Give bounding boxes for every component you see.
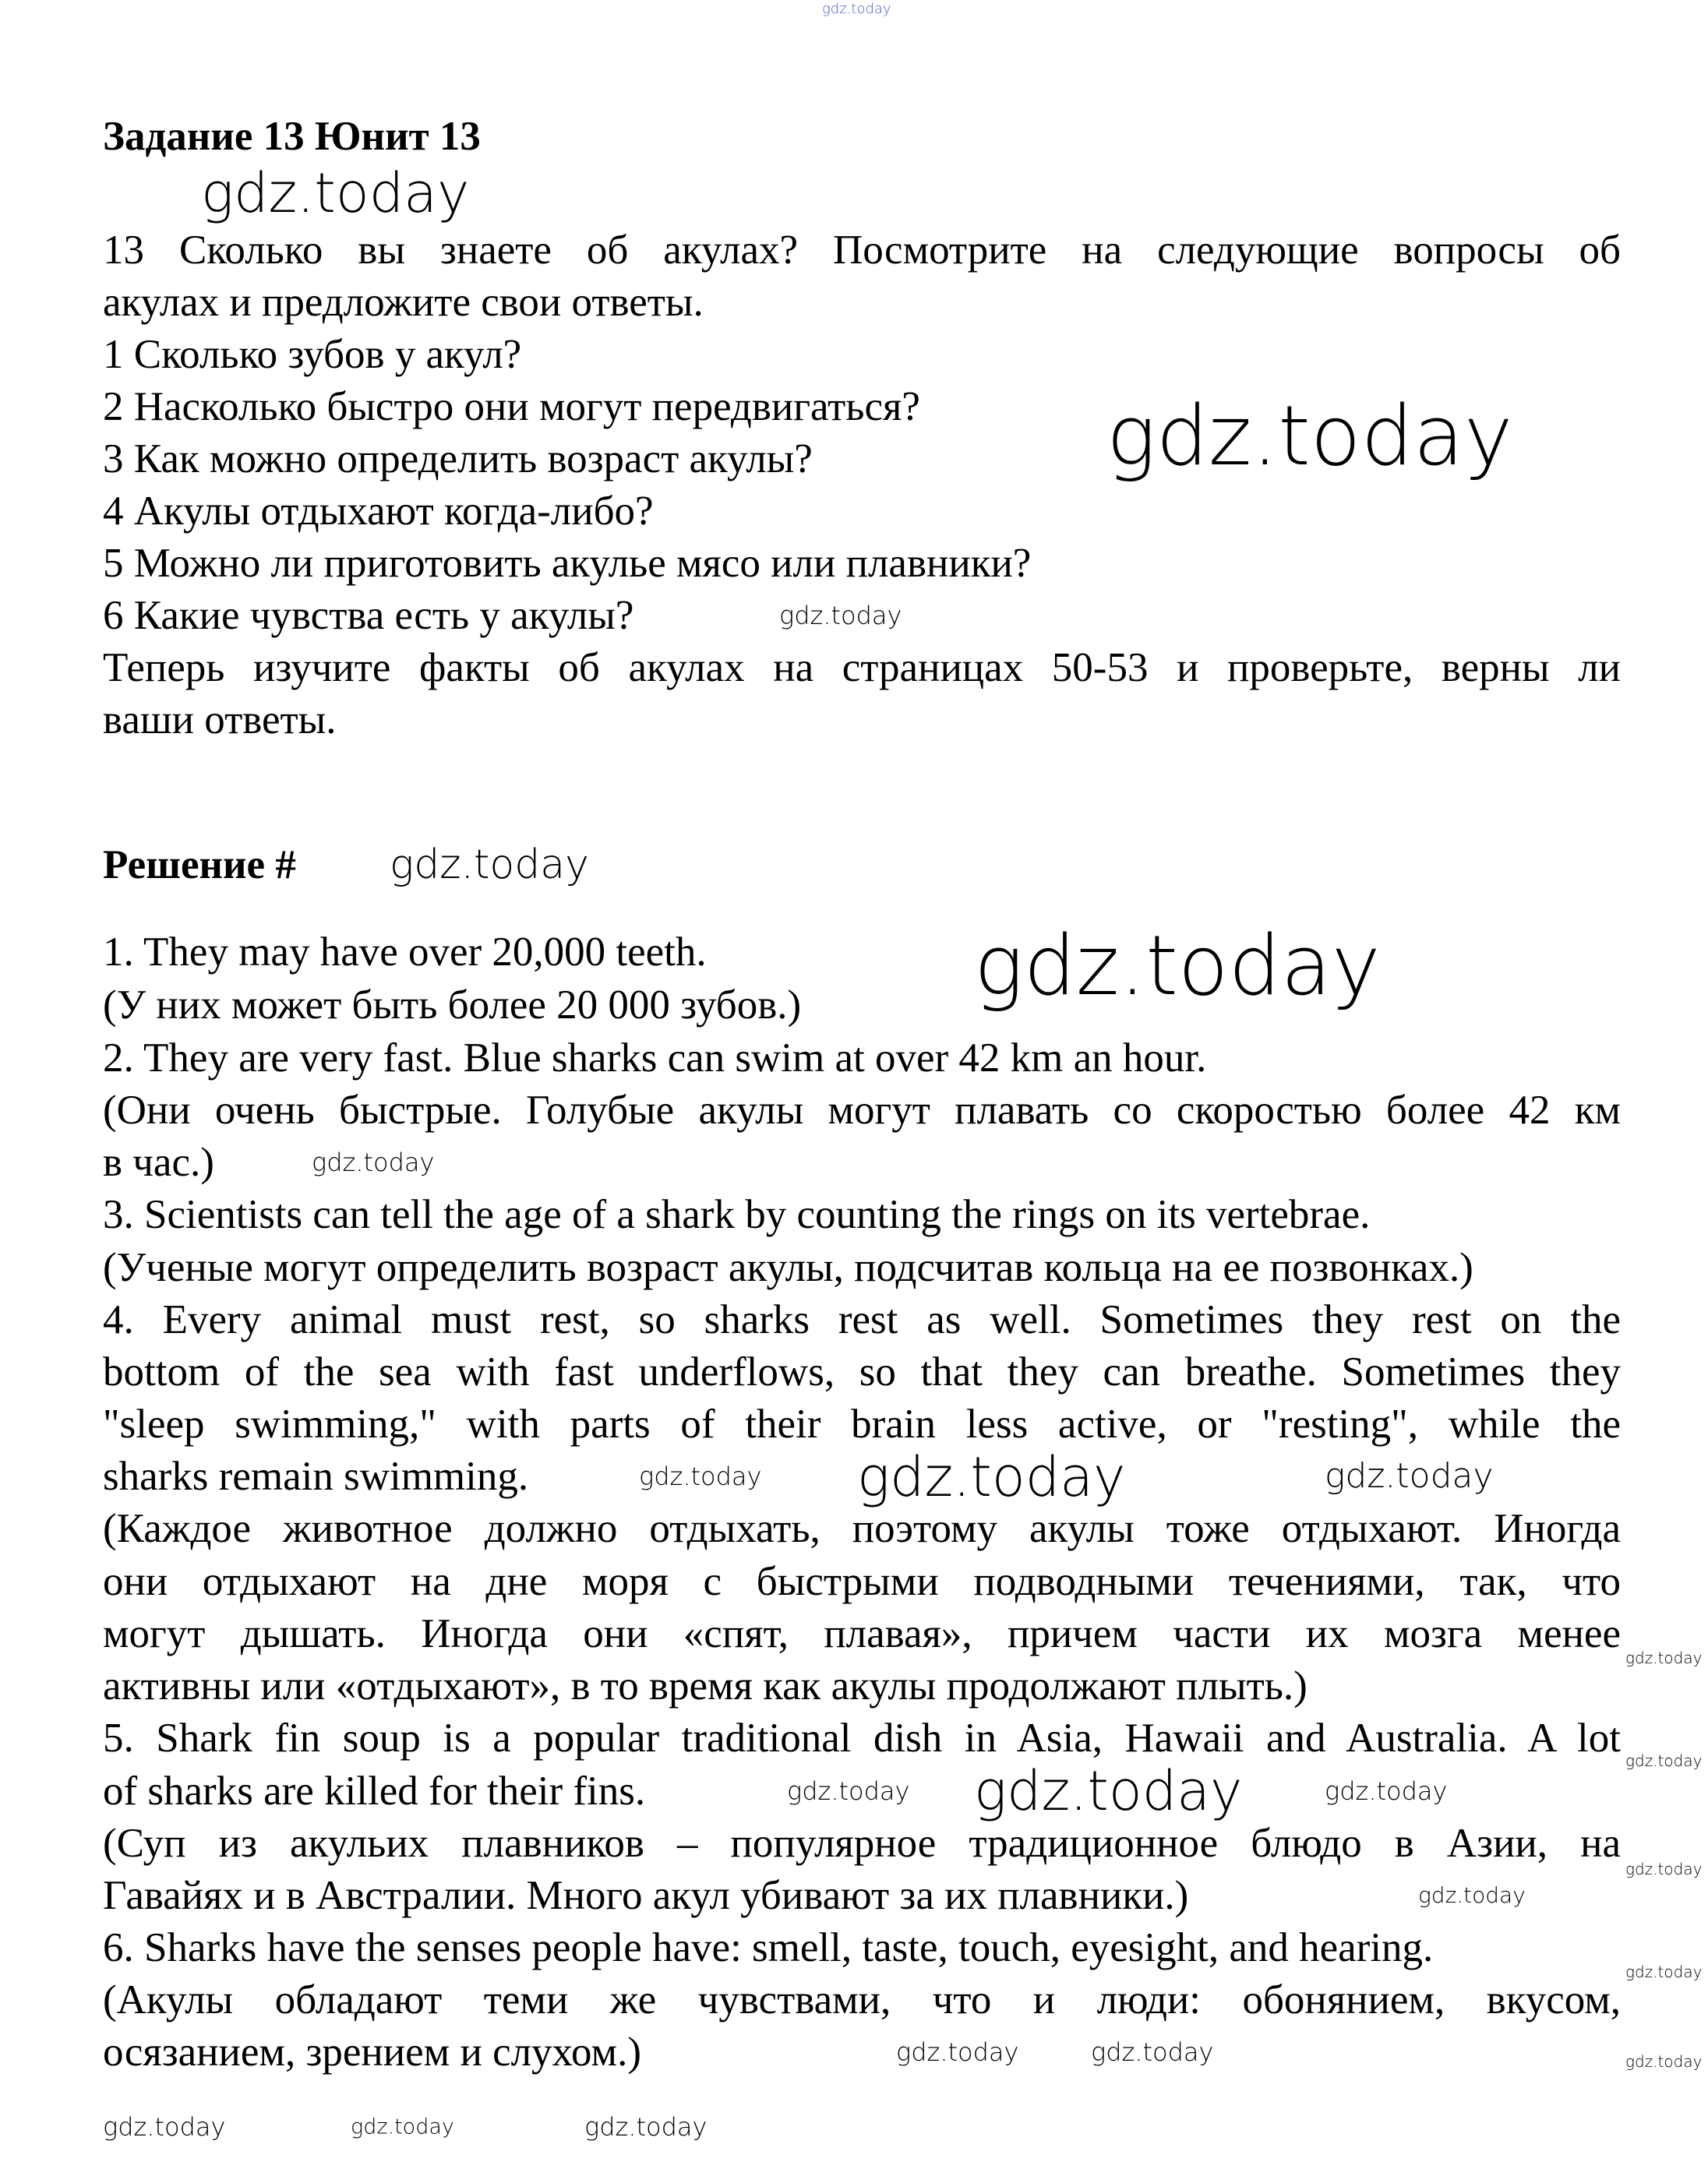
answer-line-text: активны или «отдыхают», в то время как акулы продолжают плыть.) <box>103 1663 1307 1709</box>
watermark: gdz.today <box>1418 1882 1526 1908</box>
watermark: gdz.today <box>857 1445 1126 1509</box>
answer-line-text: sharks remain swimming. <box>103 1454 529 1499</box>
answer-line <box>103 1505 1621 1552</box>
answer-line <box>103 1191 1621 1238</box>
task-line-text: акулах и предложите свои ответы. <box>103 280 704 325</box>
answer-line-text: "sleep swimming," with parts of their brain less active, or "resting", while the <box>103 1402 1621 1447</box>
watermark: gdz.today <box>974 918 1381 1014</box>
watermark: gdz.today <box>1625 1860 1703 1878</box>
answer-line-text: в час.) <box>103 1140 214 1185</box>
watermark: gdz.today <box>1325 1456 1494 1496</box>
task-line-text: ваши ответы. <box>103 697 337 742</box>
watermark: gdz.today <box>584 2112 708 2142</box>
question-4 <box>103 488 1621 534</box>
answer-line-text: 1. They may have over 20,000 teeth. <box>103 929 707 975</box>
answer-line-text: осязанием, зрением и слухом.) <box>103 2030 641 2075</box>
question-1 <box>103 331 1621 378</box>
answer-line <box>103 1087 1621 1134</box>
watermark: gdz.today <box>1625 1649 1703 1667</box>
answer-line-text: of sharks are killed for their fins. <box>103 1769 646 1814</box>
question-5 <box>103 540 1621 587</box>
watermark: gdz.today <box>639 1462 762 1491</box>
answer-line-text: (Ученые могут определить возраст акулы, подсчитав кольца на ее позвонках.) <box>103 1245 1473 1290</box>
watermark: gdz.today <box>390 841 589 888</box>
answer-line-text: могут дышать. Иногда они «спят, плавая», причем части их мозга менее <box>103 1611 1621 1656</box>
watermark: gdz.today <box>312 1148 435 1177</box>
answer-line-text: 3. Scientists can tell the age of a shark by counting the rings on its vertebrae. <box>103 1192 1371 1237</box>
answer-line-text: 6. Sharks have the senses people have: smell, taste, touch, eyesight, and hearing. <box>103 1925 1434 1970</box>
answer-line <box>103 1820 1621 1867</box>
watermark: gdz.today <box>1325 1776 1448 1806</box>
answer-line-text: (У них может быть более 20 000 зубов.) <box>103 982 802 1028</box>
answer-line <box>103 1244 1621 1291</box>
question-text: 6 Какие чувства есть у акулы? <box>103 593 634 638</box>
watermark: gdz.today <box>103 2112 226 2142</box>
watermark: gdz.today <box>822 1 891 17</box>
question-text: 5 Можно ли приготовить акулье мясо или плавники? <box>103 541 1032 586</box>
answer-line <box>103 2029 1621 2075</box>
task-line <box>103 227 1621 273</box>
question-text: 3 Как можно определить возраст акулы? <box>103 436 813 481</box>
answer-line <box>103 1663 1621 1709</box>
watermark: gdz.today <box>201 161 470 225</box>
answer-line-text: (Каждое животное должно отдыхать, поэтому акулы тоже отдыхают. Иногда <box>103 1506 1621 1551</box>
answer-line <box>103 1924 1621 1971</box>
question-text: 2 Насколько быстро они могут передвигаться? <box>103 384 920 429</box>
task-line <box>103 697 1621 743</box>
answer-line-text: 4. Every animal must rest, so sharks rest as well. Sometimes they rest on the <box>103 1297 1621 1342</box>
watermark: gdz.today <box>1091 2037 1214 2067</box>
answer-line <box>103 1872 1621 1919</box>
answer-line <box>103 982 1621 1028</box>
watermark: gdz.today <box>896 2037 1019 2067</box>
watermark: gdz.today <box>1625 2052 1703 2071</box>
answer-line <box>103 1401 1621 1448</box>
watermark: gdz.today <box>351 2114 454 2139</box>
watermark: gdz.today <box>779 601 902 630</box>
task-line <box>103 279 1621 326</box>
watermark: gdz.today <box>974 1759 1243 1823</box>
page-title-text: Задание 13 Юнит 13 <box>103 114 481 159</box>
answer-line-text: Гавайях и в Австралии. Много акул убивают за их плавники.) <box>103 1873 1189 1918</box>
solution-heading-text: Решение # <box>103 842 296 887</box>
answer-line <box>103 1296 1621 1343</box>
answer-line-text: 5. Shark fin soup is a popular traditional dish in Asia, Hawaii and Australia. A lot <box>103 1716 1621 1761</box>
task-line <box>103 644 1621 691</box>
answer-line <box>103 1977 1621 2023</box>
answer-line-text: bottom of the sea with fast underflows, so that they can breathe. Sometimes they <box>103 1349 1621 1395</box>
answer-line-text: 2. They are very fast. Blue sharks can swim at over 42 km an hour. <box>103 1035 1207 1081</box>
answer-line <box>103 929 1621 975</box>
watermark: gdz.today <box>1106 388 1513 484</box>
solution-heading <box>103 841 1621 888</box>
watermark: gdz.today <box>1625 1751 1703 1770</box>
answer-line-text: (Акулы обладают теми же чувствами, что и люди: обонянием, вкусом, <box>103 1977 1621 2023</box>
answer-line-text: (Они очень быстрые. Голубые акулы могут плавать со скоростью более 42 км <box>103 1088 1621 1133</box>
task-line-text: 13 Сколько вы знаете об акулах? Посмотрите на следующие вопросы об <box>103 227 1621 273</box>
answer-line-text: (Суп из акульих плавников – популярное традиционное блюдо в Азии, на <box>103 1821 1621 1866</box>
answer-line <box>103 1035 1621 1081</box>
answer-line <box>103 1349 1621 1395</box>
task-line-text: Теперь изучите факты об акулах на страницах 50-53 и проверьте, верны ли <box>103 645 1621 690</box>
question-text: 4 Акулы отдыхают когда-либо? <box>103 488 654 534</box>
answer-line <box>103 1610 1621 1657</box>
watermark: gdz.today <box>1625 1963 1703 1981</box>
question-text: 1 Сколько зубов у акул? <box>103 332 522 377</box>
answer-line-text: они отдыхают на дне моря с быстрыми подводными течениями, так, что <box>103 1559 1621 1604</box>
page-title <box>103 113 1621 160</box>
watermark: gdz.today <box>787 1776 910 1806</box>
answer-line <box>103 1715 1621 1762</box>
answer-line <box>103 1558 1621 1605</box>
